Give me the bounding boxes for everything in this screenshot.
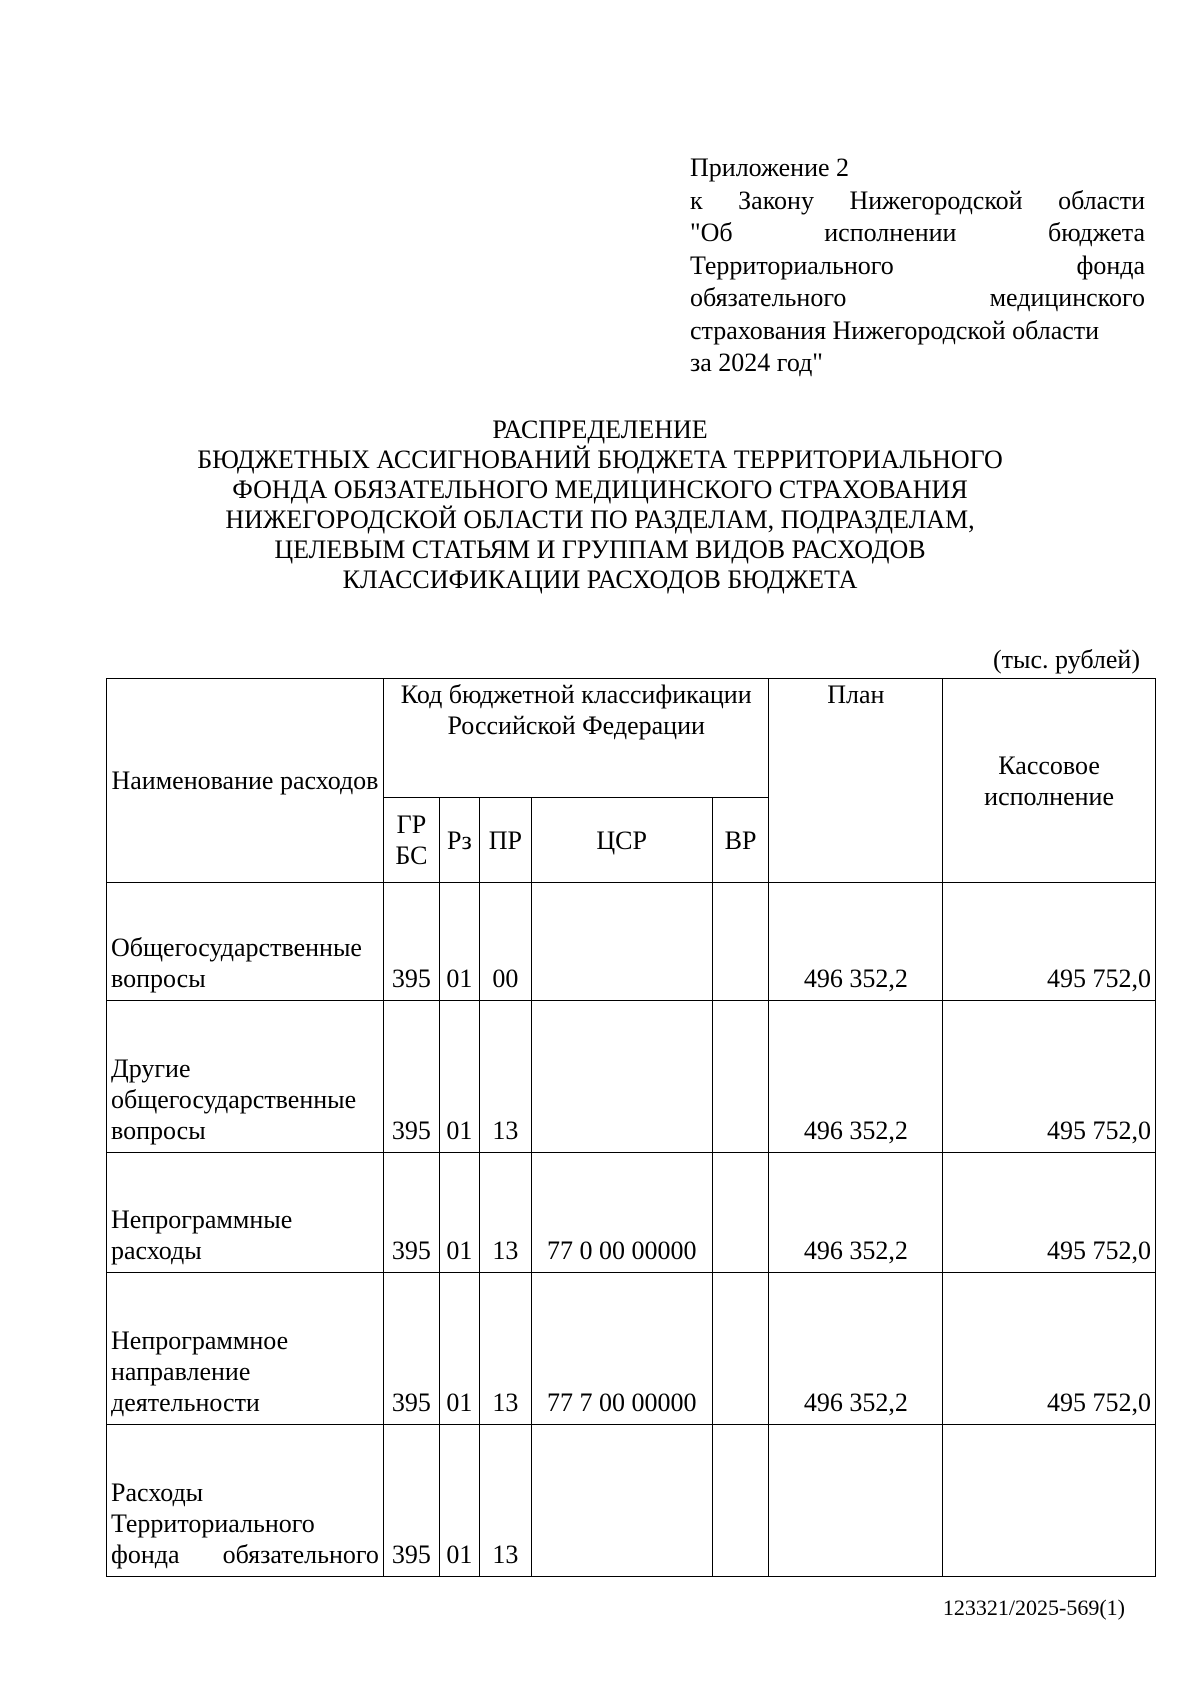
row-name: Непрограммные расходы — [107, 1153, 384, 1273]
table-row — [107, 1273, 1156, 1425]
row-vr — [712, 883, 769, 1001]
table-row — [107, 1001, 1156, 1153]
row-name-line: фонда обязательного — [111, 1540, 379, 1569]
row-vr — [712, 1425, 769, 1577]
row-grbs: 395 — [383, 1273, 439, 1425]
row-csr: 77 0 00 00000 — [531, 1153, 712, 1273]
document-number: 123321/2025-569(1) — [942, 1595, 1125, 1620]
row-name-line: Территориального — [111, 1509, 315, 1538]
row-name-line: Расходы — [111, 1478, 204, 1507]
header-grbs-line2: БС — [395, 841, 428, 870]
header-exec-label: Кассовое исполнение — [984, 750, 1114, 811]
row-plan: 496 352,2 — [769, 1153, 943, 1273]
row-exec — [943, 1425, 1156, 1577]
header-pr: ПР — [479, 798, 531, 883]
appendix-line: к Закону Нижегородской области — [690, 185, 1145, 215]
budget-table — [106, 678, 1156, 1577]
appendix-line: Территориального фонда — [690, 250, 1145, 280]
appendix-line: "Об исполнении бюджета — [690, 218, 1145, 247]
row-rz: 01 — [439, 1153, 479, 1273]
row-plan: 496 352,2 — [769, 1273, 943, 1425]
table-row — [107, 1153, 1156, 1273]
row-name: Непрограммное направление деятельности — [107, 1273, 384, 1425]
row-grbs: 395 — [383, 883, 439, 1001]
row-exec: 495 752,0 — [943, 1001, 1156, 1153]
header-grbs-line1: ГР — [396, 810, 427, 839]
row-grbs: 395 — [383, 1153, 439, 1273]
row-rz: 01 — [439, 1425, 479, 1577]
header-rz: Рз — [439, 798, 479, 883]
row-exec: 495 752,0 — [943, 883, 1156, 1001]
title-line: БЮДЖЕТНЫХ АССИГНОВАНИЙ БЮДЖЕТА ТЕРРИТОРИАЛЬНОГО — [197, 445, 1003, 474]
row-exec: 495 752,0 — [943, 1153, 1156, 1273]
table-row — [107, 1425, 1156, 1577]
row-vr — [712, 1273, 769, 1425]
appendix-line: обязательного медицинского — [690, 283, 1145, 312]
row-plan — [769, 1425, 943, 1577]
title-line: РАСПРЕДЕЛЕНИЕ — [492, 415, 708, 444]
row-name — [107, 1425, 384, 1577]
header-exec — [943, 679, 1156, 883]
header-name: Наименование расходов — [107, 679, 384, 883]
row-grbs: 395 — [383, 1001, 439, 1153]
row-rz: 01 — [439, 1273, 479, 1425]
header-csr: ЦСР — [531, 798, 712, 883]
row-csr — [531, 1425, 712, 1577]
row-vr — [712, 1001, 769, 1153]
row-pr: 13 — [479, 1001, 531, 1153]
row-plan: 496 352,2 — [769, 1001, 943, 1153]
row-name: Другие общегосударственные вопросы — [107, 1001, 384, 1153]
row-rz: 01 — [439, 1001, 479, 1153]
row-pr: 13 — [479, 1425, 531, 1577]
appendix-line: Приложение 2 — [690, 153, 850, 182]
row-pr: 13 — [479, 1273, 531, 1425]
units-label: (тыс. рублей) — [992, 645, 1140, 674]
row-pr: 13 — [479, 1153, 531, 1273]
row-vr — [712, 1153, 769, 1273]
header-code: Код бюджетной классификации Российской Федерации — [383, 679, 769, 798]
appendix-block — [690, 152, 1145, 380]
row-name: Общегосударственные вопросы — [107, 883, 384, 1001]
title-line: НИЖЕГОРОДСКОЙ ОБЛАСТИ ПО РАЗДЕЛАМ, ПОДРАЗДЕЛАМ, — [225, 505, 975, 534]
appendix-line: страхования Нижегородской области — [690, 315, 1100, 345]
row-csr — [531, 883, 712, 1001]
document-title — [100, 415, 1100, 595]
row-csr: 77 7 00 00000 — [531, 1273, 712, 1425]
title-line: ЦЕЛЕВЫМ СТАТЬЯМ И ГРУППАМ ВИДОВ РАСХОДОВ — [274, 535, 926, 564]
row-exec: 495 752,0 — [943, 1273, 1156, 1425]
row-grbs: 395 — [383, 1425, 439, 1577]
title-line: ФОНДА ОБЯЗАТЕЛЬНОГО МЕДИЦИНСКОГО СТРАХОВАНИЯ — [232, 475, 968, 504]
header-grbs — [383, 798, 439, 883]
row-plan: 496 352,2 — [769, 883, 943, 1001]
row-rz: 01 — [439, 883, 479, 1001]
row-pr: 00 — [479, 883, 531, 1001]
appendix-line: за 2024 год" — [690, 348, 823, 377]
table-row — [107, 883, 1156, 1001]
title-line: КЛАССИФИКАЦИИ РАСХОДОВ БЮДЖЕТА — [342, 565, 858, 594]
row-csr — [531, 1001, 712, 1153]
header-plan: План — [769, 679, 943, 883]
header-vr: ВР — [712, 798, 769, 883]
